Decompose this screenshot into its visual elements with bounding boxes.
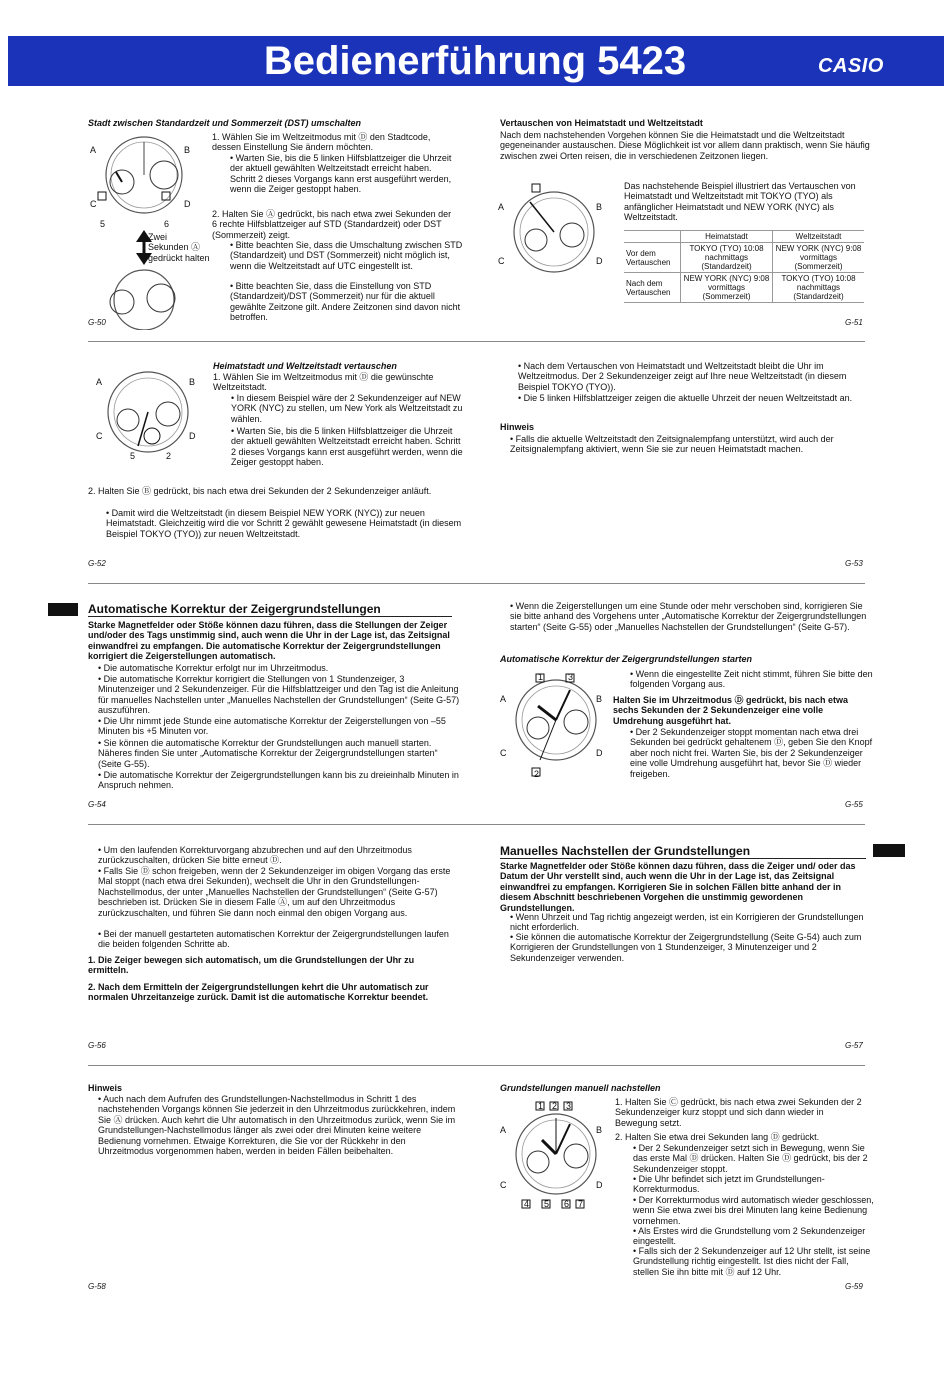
divider — [88, 1065, 865, 1066]
p51-intro: Nach dem nachstehenden Vorgehen können Sie die Heimatstadt und die Weltzeitstadt gegeneinander austauschen. Diese Möglichkeit ist vor allem dann praktisch, wenn Sie häufig zwischen zwei Orten reisen, die in verschiedenen Zeitzonen liegen. — [500, 130, 870, 161]
swap-button-a: A — [498, 202, 505, 212]
p59-bullet2: • Die Uhr befindet sich jetzt im Grundstellungen-Korrekturmodus. — [633, 1174, 825, 1195]
p58-hinweis: Hinweis — [88, 1083, 123, 1093]
table-cell: TOKYO (TYO) 10:08 nachmittags (Standardzeit) — [681, 243, 773, 273]
p52-step1-bullet2: • Warten Sie, bis die 5 linken Hilfsblattzeiger die Uhrzeit der aktuell gewählten Weltzeitstadt erreicht haben. Schritt 2 dieses Vorgangs kann erst ausgeführt werden, wenn die Zeiger gestoppt haben. — [231, 426, 463, 468]
watch-illustration-dst — [86, 130, 206, 330]
p52-step1: 1. Wählen Sie im Weltzeitmodus mit Ⓓ die gewünschte Weltzeitstadt. — [213, 372, 434, 393]
p50-step2: 2. Halten Sie Ⓐ gedrückt, bis nach etwa zwei Sekunden der 6 rechte Hilfsblattzeiger auf STD (Standardzeit) oder DST (Sommerzeit) zeigt. — [212, 209, 452, 240]
manual-button-c: C — [500, 1180, 507, 1190]
button-c-label: C — [90, 199, 97, 209]
page-number-g58: G-58 — [88, 1282, 106, 1291]
manual-button-b: B — [596, 1125, 603, 1135]
page-number-g52: G-52 — [88, 559, 106, 568]
home-button-d: D — [189, 431, 196, 441]
callout-5: 5 — [544, 1199, 550, 1209]
p50-caption: Zwei Sekunden Ⓐ gedrückt halten — [148, 232, 210, 263]
p54-bullet4: • Sie können die automatische Korrektur der Grundstellungen auch manuell starten. Näheres finden Sie unter „Automatische Korrektur der Zeigergrundstellungen starten“ (Seite G-55). — [98, 738, 438, 769]
p58-bullet1: • Auch nach dem Aufrufen des Grundstellungen-Nachstellmodus in Schritt 1 des nachstehenden Vorgangs können Sie jederzeit in den Uhrzeitmodus zurückkehren, indem Sie Ⓐ drücken. Auch kehrt die Uhr automatisch in den Uhrzeitmodus zurück, wenn Sie im Grundstellungen-Nachstellmodus länger als zwei oder drei Minuten keine weitere Bedienung vornehmen. Etwaige Korrekturen, die Sie vor der Rückkehr in den Uhrzeitmodus vorgenommen haben, werden in beiden Fällen beibehalten. — [98, 1094, 456, 1157]
table-header-cell — [624, 231, 681, 243]
p51-heading: Vertauschen von Heimatstadt und Weltzeitstadt — [500, 118, 703, 128]
p59-step2: 2. Halten Sie etwa drei Sekunden lang Ⓓ gedrückt. — [615, 1132, 820, 1142]
callout-7: 7 — [578, 1199, 584, 1209]
p57-intro: Starke Magnetfelder oder Stöße können dazu führen, dass die Zeiger und/ oder das Datum der Uhr verstellt sind, auch wenn die Uhr in der Lage ist, das Zeitsignal einwandfrei zu empfangen. Korrigieren Sie in solchen Fällen bitte anhand der in diesem Abschnitt beschriebenen Vorgehen die unstimmig gewordenen Grundstellungen. — [500, 861, 856, 913]
table-cell: Vor dem Vertauschen — [624, 243, 681, 273]
p57-bullet2: • Sie können die automatische Korrektur der Zeigergrundstellung (Seite G-54) auch zum Korrigieren der Grundstellungen von 1 Stundenzeiger, 3 Minutenzeiger und 2 Sekundenzeiger verwenden. — [510, 932, 862, 963]
divider — [88, 341, 865, 342]
auto-button-b: B — [596, 694, 603, 704]
p54-bullet1: • Die automatische Korrektur erfolgt nur im Uhrzeitmodus. — [98, 663, 329, 673]
p52-step2-bullet: • Damit wird die Weltzeitstadt (in diesem Beispiel NEW YORK (NYC)) zur neuen Heimatstadt. Gleichzeitig wird die vor Schritt 2 gewählt gewesene Heimatstadt (in diesem Beispiel TOKYO (TYO)) zur neuen Weltzeitstadt. — [106, 508, 462, 539]
page-number-g51: G-51 — [845, 318, 863, 327]
callout-1: 1 — [538, 1101, 544, 1111]
button-d-label: D — [184, 199, 191, 209]
page-number-g53: G-53 — [845, 559, 863, 568]
p54-bullet2: • Die automatische Korrektur korrigiert die Stellungen von 1 Stundenzeiger, 3 Minutenzeiger und 2 Sekundenzeiger. Für die Hilfsblattzeiger und den Tag ist die Anleitung für manuelles Nachstellen unter „Manuelles Nachstellen der Grundstellungen“ (Seite G-57) auszuführen. — [98, 674, 460, 716]
page-number-g50: G-50 — [88, 318, 106, 327]
page-number-g55: G-55 — [845, 800, 863, 809]
p56-step1: 1. Die Zeiger bewegen sich automatisch, um die Grundstellungen der Uhr zu ermitteln. — [88, 955, 415, 976]
p54-title: Automatische Korrektur der Zeigergrundstellungen — [88, 602, 452, 617]
p50-step1: 1. Wählen Sie im Weltzeitmodus mit Ⓓ den Stadtcode, dessen Einstellung Sie ändern möchten. — [212, 132, 431, 153]
swap-button-d: D — [596, 256, 603, 266]
p55-bullet1: • Wenn die Zeigerstellungen um eine Stunde oder mehr verschoben sind, korrigieren Sie sie bitte anhand des Vorgehens unter „Automatische Korrektur der Zeigergrundstellungen starten“ (Seite G-55) oder „Manuelles Nachstellen der Grundstellungen“ (Seite G-57). — [510, 601, 867, 632]
callout-4: 4 — [524, 1199, 530, 1209]
button-a-label: A — [90, 145, 97, 155]
p55-step: Halten Sie im Uhrzeitmodus Ⓓ gedrückt, bis nach etwa sechs Sekunden der 2 Sekundenzeiger eine volle Umdrehung ausgeführt hat. — [613, 695, 849, 726]
auto-button-a: A — [500, 694, 507, 704]
watch-illustration-auto — [498, 670, 616, 780]
p59-bullet1: • Der 2 Sekundenzeiger setzt sich in Bewegung, wenn Sie das erste Mal Ⓓ drücken. Halten Sie Ⓓ gedrückt, bis der 2 Sekundenzeiger stoppt. — [633, 1143, 868, 1174]
manual-button-d: D — [596, 1180, 603, 1190]
section-tab — [48, 603, 78, 616]
p50-heading: Stadt zwischen Standardzeit und Sommerzeit (DST) umschalten — [88, 118, 362, 128]
table-header-row — [624, 231, 864, 243]
callout-1: 1 — [538, 672, 544, 682]
p55-heading: Automatische Korrektur der Zeigergrundstellungen starten — [500, 654, 753, 664]
p50-step2-bullet2: • Bitte beachten Sie, dass die Einstellung von STD (Standardzeit)/DST (Sommerzeit) nur für die aktuell gewählte Zeitzone gilt. Andere Zeitzonen sind davon nicht betroffen. — [230, 281, 461, 323]
home-button-a: A — [96, 377, 103, 387]
p56-step2: 2. Nach dem Ermitteln der Zeigergrundstellungen kehrt die Uhr automatisch zur normalen Uhrzeitanzeige zurück. Damit ist die automatische Korrektur beendet. — [88, 982, 429, 1003]
p59-bullet3: • Der Korrekturmodus wird automatisch wieder geschlossen, wenn Sie etwa zwei bis drei Minuten lang keine Bedienung vornehmen. — [633, 1195, 874, 1226]
auto-button-c: C — [500, 748, 507, 758]
p50-step2-bullet1: • Bitte beachten Sie, dass die Umschaltung zwischen STD (Standardzeit) und DST (Sommerzeit) nicht möglich ist, wenn die Weltzeitstadt auf UTC eingestellt ist. — [230, 240, 463, 271]
callout-2: 2 — [166, 451, 172, 461]
p56-bullet3: • Bei der manuell gestarteten automatischen Korrektur der Zeigergrundstellungen laufen die beiden folgenden Schritte ab. — [98, 929, 449, 950]
table-cell: TOKYO (TYO) 10:08 nachmittags (Standardzeit) — [773, 273, 865, 303]
p53-hinweis: Hinweis — [500, 422, 535, 432]
p59-heading: Grundstellungen manuell nachstellen — [500, 1083, 661, 1093]
page-number-g56: G-56 — [88, 1041, 106, 1050]
p57-bullet1: • Wenn Uhrzeit und Tag richtig angezeigt werden, ist ein Korrigieren der Grundstellungen nicht erforderlich. — [510, 912, 864, 933]
callout-6: 6 — [164, 219, 170, 229]
home-button-b: B — [189, 377, 196, 387]
p55-bullet2: • Wenn die eingestellte Zeit nicht stimmt, führen Sie bitte den folgenden Vorgang aus. — [630, 669, 873, 690]
p57-title: Manuelles Nachstellen der Grundstellungen — [500, 844, 866, 859]
callout-5: 5 — [130, 451, 136, 461]
p53-bullet3: • Falls die aktuelle Weltzeitstadt den Zeitsignalempfang unterstützt, wird auch der Zeitsignalempfang aktiviert, wenn Sie sie zur neuen Heimatstadt machen. — [510, 434, 834, 455]
callout-3: 3 — [568, 672, 574, 682]
table-row — [624, 273, 864, 303]
button-b-label: B — [184, 145, 191, 155]
page-number-g54: G-54 — [88, 800, 106, 809]
p50-step1-bullet: • Warten Sie, bis die 5 linken Hilfsblattzeiger die Uhrzeit der aktuell gewählten Weltzeitstadt erreicht haben. Schritt 2 dieses Vorgangs kann erst ausgeführt werden, wenn die Zeiger gestoppt haben. — [230, 153, 452, 195]
table-row — [624, 243, 864, 273]
p55-bullet3: • Der 2 Sekundenzeiger stoppt momentan nach etwa drei Sekunden bei gedrückt gehaltenem Ⓓ, geben Sie den Knopf aber noch nicht frei. Warten Sie, bis der 2 Sekundenzeiger eine volle Umdrehung ausgeführt hat, bevor Sie Ⓓ wieder freigeben. — [630, 727, 873, 779]
table-cell: Nach dem Vertauschen — [624, 273, 681, 303]
auto-button-d: D — [596, 748, 603, 758]
callout-2: 2 — [534, 769, 540, 779]
city-swap-table — [624, 230, 864, 303]
callout-6: 6 — [564, 1199, 570, 1209]
page-number-g59: G-59 — [845, 1282, 863, 1291]
table-cell: NEW YORK (NYC) 9:08 vormittags (Sommerzeit) — [773, 243, 865, 273]
divider — [88, 583, 865, 584]
p52-step2: 2. Halten Sie Ⓑ gedrückt, bis nach etwa drei Sekunden der 2 Sekundenzeiger anläuft. — [88, 486, 432, 496]
p54-bullet3: • Die Uhr nimmt jede Stunde eine automatische Korrektur der Zeigerstellungen von –55 Minuten bis +5 Minuten vor. — [98, 716, 446, 737]
p54-bullet5: • Die automatische Korrektur der Zeigergrundstellungen kann bis zu dreieinhalb Minuten in Anspruch nehmen. — [98, 770, 459, 791]
p54-intro: Starke Magnetfelder oder Stöße können dazu führen, dass die Stellungen der Zeiger und/oder des Tags unstimmig sind, auch wenn die Uhr in der Lage ist, das Zeitsignal einwandfrei zu empfangen. Die automatische Korrektur der Zeigergrundstellungen korrigiert die Zeigerstellungen automatisch. — [88, 620, 450, 662]
section-tab — [873, 844, 905, 857]
table-header-cell: Heimatstadt — [681, 231, 773, 243]
p59-bullet4: • Als Erstes wird die Grundstellung vom 2 Sekundenzeiger eingestellt. — [633, 1226, 866, 1247]
manual-button-a: A — [500, 1125, 507, 1135]
p52-heading: Heimatstadt und Weltzeitstadt vertauschen — [213, 361, 397, 371]
watch-illustration-manual — [498, 1098, 616, 1214]
p51-example: Das nachstehende Beispiel illustriert das Vertauschen von Heimatstadt und Weltzeitstadt mit TOKYO (TYO) als anfänglicher Heimatstadt und NEW YORK (NYC) als Weltzeitstadt. — [624, 181, 856, 223]
p53-bullet2: • Die 5 linken Hilfsblattzeiger zeigen die aktuelle Uhrzeit der neuen Weltzeitstadt an. — [518, 393, 853, 403]
page-number-g57: G-57 — [845, 1041, 863, 1050]
p56-bullet2: • Falls Sie Ⓓ schon freigeben, wenn der 2 Sekundenzeiger im obigen Vorgang das erste Mal stoppt (nach etwa drei Sekunden), wechselt die Uhr in den Grundstellungen-Nachstellmodus, der unter „Manuelles Nachstellen der Grundstellungen“ (Seite G-57) beschrieben ist. Drücken Sie in diesem Falle Ⓐ, um auf den Uhrzeitmodus zurückzuschalten, und führen Sie dann noch einmal den obigen Vorgang aus. — [98, 866, 451, 918]
p52-step1-bullet1: • In diesem Beispiel wäre der 2 Sekundenzeiger auf NEW YORK (NYC) zu stellen, um New York als Weltzeitstadt zu wählen. — [231, 393, 463, 424]
p53-bullet1: • Nach dem Vertauschen von Heimatstadt und Weltzeitstadt bleibt die Uhr im Weltzeitmodus. Der 2 Sekundenzeiger zeigt auf Ihre neue Weltzeitstadt (in diesem Beispiel TOKYO (TYO)). — [518, 361, 847, 392]
p56-bullet1: • Um den laufenden Korrekturvorgang abzubrechen und auf den Uhrzeitmodus zurückzuschalten, drücken Sie bitte erneut Ⓓ. — [98, 845, 412, 866]
swap-button-c: C — [498, 256, 505, 266]
callout-2: 2 — [552, 1101, 558, 1111]
swap-button-b: B — [596, 202, 603, 212]
table-header-cell: Weltzeitstadt — [773, 231, 865, 243]
callout-3: 3 — [566, 1101, 572, 1111]
p59-step1: 1. Halten Sie Ⓒ gedrückt, bis nach etwa zwei Sekunden der 2 Sekundenzeiger kurz stoppt und sich dann wieder in Bewegung setzt. — [615, 1097, 862, 1128]
p59-bullet5: • Falls sich der 2 Sekundenzeiger auf 12 Uhr stellt, ist seine Grundstellung richtig eingestellt. Ist dies nicht der Fall, stellen Sie ihn bitte mit Ⓓ auf 12 Uhr. — [633, 1246, 871, 1277]
divider — [88, 824, 865, 825]
casio-logo: CASIO — [818, 55, 884, 77]
page-title: Bedienerführung 5423 — [263, 39, 687, 83]
home-button-c: C — [96, 431, 103, 441]
callout-5: 5 — [100, 219, 106, 229]
table-cell: NEW YORK (NYC) 9:08 vormittags (Sommerzeit) — [681, 273, 773, 303]
